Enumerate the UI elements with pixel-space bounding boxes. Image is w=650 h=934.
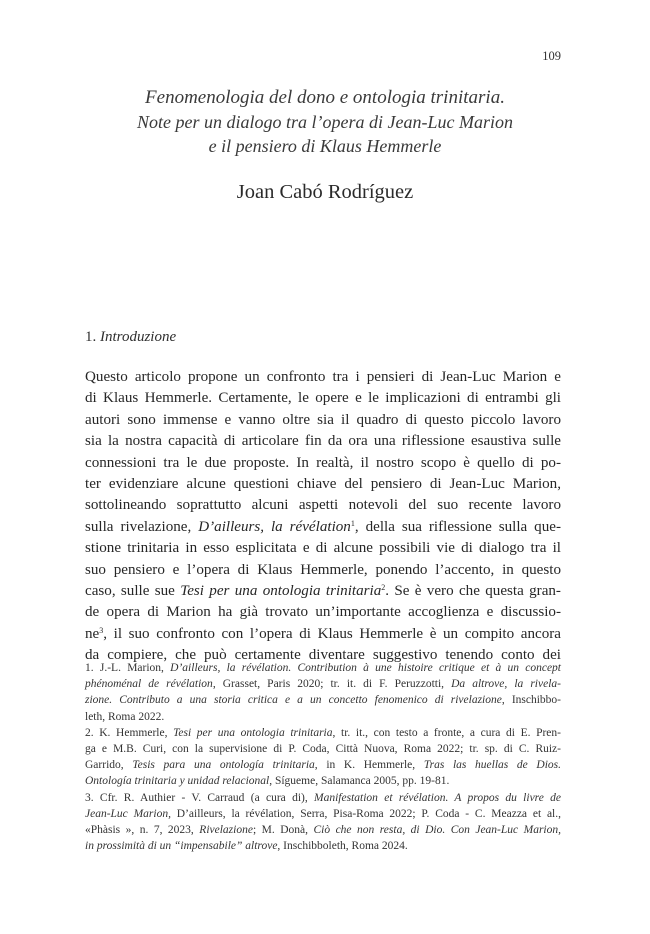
section-number: 1.: [85, 329, 97, 345]
footnote-line: leth, Roma 2022.: [85, 710, 165, 723]
fn-italic-run: zione. Contributo a una storia critica e a un concetto fenomenico di rivelazione: [85, 694, 502, 707]
fn-italic-run: D’ailleurs, la révélation. Contribution à une histoire critique et à un concept: [170, 662, 561, 674]
fn-italic-run: in prossimità di un “impensabile” altrove: [85, 840, 278, 853]
footnote-line: [85, 757, 561, 773]
body-line: sottolineando soprattutto alcuni aspetti notevoli del suo recente lavoro: [85, 497, 561, 514]
book-title-italic: Tesi per una ontologia trinitaria: [180, 583, 382, 600]
body-text-run: , della sua riflessione sulla que-: [354, 518, 561, 535]
footnote-line: ga e M.B. Curi, con la supervisione di P. Coda, Città Nuova, Roma 2022; tr. sp. di C. Ruiz-: [85, 743, 561, 756]
body-paragraph: [85, 367, 561, 667]
body-line: connessioni tra le due proposte. In realtà, il nostro scopo è quello di po-: [85, 454, 561, 471]
fn-text-run: , Grasset, Paris 2020; tr. it. di F. Peruzzotti,: [212, 678, 445, 691]
body-line: sia la nostra capacità di articolare fin da ora una riflessione esaustiva sulle: [85, 433, 561, 450]
fn-italic-run: Tras las huellas de Dios.: [423, 759, 562, 772]
fn-text-run: 3. Cfr. R. Authier - V. Carraud (a cura di),: [85, 791, 308, 804]
footnotes: [85, 660, 561, 854]
section-heading: [85, 329, 176, 346]
body-line: di Klaus Hemmerle. Certamente, le opere e le implicazioni di entrambi gli: [85, 390, 561, 407]
body-text-run: , il suo confronto con l’opera di Klaus Hemmerle è un compito ancora: [103, 625, 561, 642]
fn-text-run: 1. J.-L. Marion,: [85, 662, 164, 674]
footnote-ref-2: 2: [381, 583, 386, 593]
body-line: [85, 581, 561, 602]
fn-italic-run: Da altrove, la rivela-: [451, 678, 561, 691]
title-line-2: Note per un dialogo tra l’opera di Jean-Luc Marion: [137, 112, 513, 132]
fn-text-run: ; M. Donà,: [252, 824, 308, 837]
page-number: 109: [542, 49, 561, 63]
footnote-line: [85, 773, 561, 789]
title-line-1: Fenomenologia del dono e ontologia trinitaria.: [145, 87, 505, 108]
fn-italic-run: Tesi per una ontologia trinitaria: [173, 726, 333, 739]
fn-italic-run: phénoménal de révélation: [85, 678, 213, 691]
body-line: Questo articolo propone un confronto tra i pensieri di Jean-Luc Marion e: [85, 369, 561, 385]
footnote-line: [85, 692, 561, 708]
footnote-line: [85, 725, 561, 741]
footnote-line: [85, 790, 561, 806]
body-text-run: caso, sulle sue: [85, 583, 175, 600]
fn-text-run: 2. K. Hemmerle,: [85, 726, 168, 739]
fn-text-run: «Phàsis », n. 7, 2023,: [85, 824, 194, 837]
body-line: [85, 624, 561, 645]
body-line: stione trinitaria in esso esplicitata e di alcune possibili vie di dialogo tra il: [85, 540, 561, 557]
author-name: Joan Cabó Rodríguez: [236, 181, 414, 203]
footnote-line: [85, 660, 561, 676]
body-line: ter evidenziare alcune questioni chiave del pensiero di Jean-Luc Marion,: [85, 476, 561, 493]
body-line: suo pensiero e l’opera di Klaus Hemmerle, ponendo l’accento, in questo: [85, 561, 561, 578]
title-line-3: e il pensiero di Klaus Hemmerle: [208, 136, 442, 156]
fn-italic-run: Ciò che non resta, di Dio. Con Jean-Luc Marion,: [313, 824, 561, 837]
footnote-ref-3: 3: [99, 625, 104, 635]
fn-text-run: , Sígueme, Salamanca 2005, pp. 19-81.: [269, 775, 450, 788]
body-text-run: ne: [85, 625, 100, 642]
body-text-run: sulla rivelazione,: [85, 518, 192, 535]
fn-italic-run: Jean-Luc Marion,: [85, 807, 171, 820]
footnote-ref-1: 1: [350, 518, 355, 528]
footnote-line: [85, 806, 561, 822]
fn-italic-run: Tesis para una ontología trinitaria: [132, 759, 315, 772]
fn-italic-run: Ontología trinitaria y unidad relacional: [85, 775, 270, 788]
footnote-2: [85, 725, 561, 790]
body-line: de opera di Marion ha già trovato un’importante accoglienza e discussio-: [85, 604, 561, 621]
footnote-line: [85, 822, 561, 838]
book-title-italic: D’ailleurs, la révélation: [198, 518, 351, 535]
body-text-run: . Se è vero che questa gran-: [385, 583, 561, 600]
fn-text-run: Garrido,: [85, 759, 124, 772]
fn-italic-run: Manifestation et révélation. A propos du livre de: [314, 791, 561, 804]
article-title: [0, 85, 650, 158]
footnote-3: [85, 790, 561, 855]
body-line: [85, 517, 561, 538]
fn-text-run: , tr. it., con testo a fronte, a cura di E. Pren-: [332, 726, 561, 739]
body-line: da compiere, che può certamente diventare suggestivo tenendo conto dei: [85, 647, 561, 664]
body-line: autori sono immense e vanno oltre sia il quadro di questo piccolo lavoro: [85, 411, 561, 428]
footnote-line: [85, 676, 561, 692]
footnote-1: [85, 660, 561, 725]
fn-italic-run: Rivelazione: [199, 824, 253, 837]
fn-text-run: D’ailleurs, la révélation, Serra, Pisa-Roma 2022; P. Coda - C. Meazza et al.,: [176, 807, 561, 820]
fn-text-run: , in K. Hemmerle,: [314, 759, 416, 772]
section-title: Introduzione: [100, 329, 177, 345]
footnote-line: [85, 838, 561, 854]
fn-text-run: , Inschibbo-: [501, 694, 562, 707]
fn-text-run: , Inschibboleth, Roma 2024.: [277, 840, 408, 853]
